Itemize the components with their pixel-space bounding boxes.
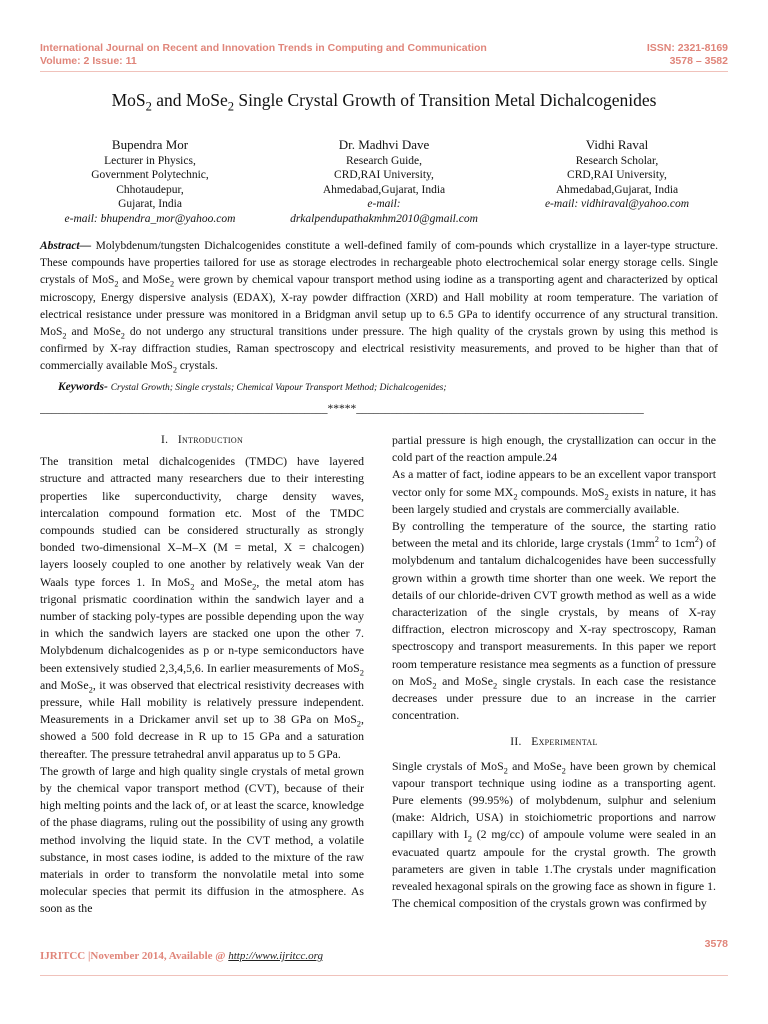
paper-title bbox=[0, 90, 768, 114]
paragraph: The growth of large and high quality single crystals of metal grown by the chemical vapor transport method (CVT), because of their high melting points and the lack of, or at least the scarce, knowledge of the phase diagrams, ruling out the possibility of using any growth method involving the liquid state. In the CVT method, a volatile substance, in most cases iodine, is added to the mixture of the raw materials in order to transform the nonvolatile metal into some molecular species that permit its diffusion in the atmosphere. As soon as the bbox=[40, 763, 364, 916]
section-title: Introduction bbox=[177, 434, 244, 446]
keywords-text: Crystal Growth; Single crystals; Chemical Vapour Transport Method; Dichalcogenides; bbox=[110, 383, 447, 393]
author-affiliation: CRD,RAI University, bbox=[334, 169, 434, 182]
author-affiliation: Ahmedabad,Gujarat, India bbox=[322, 183, 446, 196]
paragraph: As a matter of fact, iodine appears to be an excellent vapor transport vector only for some $MX_2$ compounds. MoS$_2$ exists in nature, it has been largely studied and crystals are commercially available. bbox=[392, 467, 716, 516]
keywords-label: Keywords- bbox=[58, 381, 108, 393]
author-affiliation: CRD,RAI University, bbox=[567, 169, 667, 182]
author-affiliation: Gujarat, India bbox=[118, 198, 182, 211]
abstract-text: Molybdenum/tungsten Dichalcogenides constitute a well-defined family of com-pounds which crystallize in a layer-type structure. These compounds have properties tailored for use as storage electrodes in rechargeable photo electrochemical solar energy storage cells. Single crystals of MoS$_2$ and MoSe$_2$ were grown by chemical vapour transport method using iodine as a transporting agent and characterized by optical microscopy, Energy dispersive analysis (EDAX), X-ray powder diffraction (XRD) and Hall mobility at room temperature. The variation of electrical resistance under pressure was monitored in a Bridgman anvil setup up to 6.5 GPa to identify occurrence of any structural transition. MoS$_2$ and MoSe$_2$ do not undergo any structural transitions under pressure. The high quality of the crystals grown by using this method is confirmed by X-ray diffraction studies, Raman spectroscopy and electrical resistivity measurements, and proved to be higher than that of commercially available MoS$_2$ crystals. bbox=[40, 240, 719, 375]
footer-text: IJRITCC |November 2014, Available @ bbox=[40, 950, 226, 962]
author-name: Dr. Madhvi Dave bbox=[338, 137, 430, 152]
paragraph: The transition metal dichalcogenides (TMDC) have layered structure and attracted many researchers due to their interesting properties like superconductivity, charge density waves, intercalation compound formation etc. Most of the TMDC compounds studied can be considered structurally as strongly bonded two-dimensional X–M–X (M = metal, X = chalcogen) layers loosely coupled to one another by relatively weak Van der Waals type forces 1. In MoS$_2$ and MoSe$_2$, the metal atom has trigonal prismatic coordination within the sandwich layer and a number of stacking poly-types are possible depending upon the way in which the sandwich layers are stacked one upon the other 7. Molybdenum dichalcogenides as p or n-type semiconductors have been extensively studied 2,3,4,5,6. In earlier measurements of MoS$_2$ and MoSe$_2$, it was observed that electrical resistivity decreases with pressure, while Hall mobility is relatively pressure independent. Measurements in a Drickamer anvil set up to 38 GPa on MoS$_2$, showed a 500 fold decrease in R up to 15 GPa and a saturation thereafter. The pressure tetrahedral anvil apparatus up to 5 GPa. bbox=[40, 454, 364, 761]
author-3 bbox=[506, 138, 728, 212]
journal-header bbox=[40, 42, 487, 67]
footer-divider bbox=[40, 975, 728, 976]
section-number: II. bbox=[510, 736, 522, 749]
author-affiliation: Government Polytechnic, bbox=[91, 169, 209, 182]
journal-issn: ISSN: 2321-8169 bbox=[646, 42, 728, 54]
abstract bbox=[40, 238, 718, 376]
author-2 bbox=[264, 138, 504, 227]
author-affiliation: Lecturer in Physics, bbox=[104, 154, 196, 167]
paragraph: partial pressure is high enough, the crystallization can occur in the cold part of the reaction ampule.24 bbox=[392, 433, 716, 465]
section-heading-introduction bbox=[40, 432, 364, 449]
author-name: Bupendra Mor bbox=[111, 137, 189, 152]
footer-link[interactable]: http://www.ijritcc.org bbox=[228, 950, 323, 962]
section-heading-experimental bbox=[392, 734, 716, 751]
header-divider bbox=[40, 71, 728, 72]
author-1 bbox=[40, 138, 260, 227]
author-affiliation: Ahmedabad,Gujarat, India bbox=[555, 183, 679, 196]
right-column bbox=[392, 432, 716, 912]
author-email[interactable]: e-mail: vidhiraval@yahoo.com bbox=[544, 198, 690, 211]
author-affiliation: Research Guide, bbox=[346, 154, 422, 167]
section-number: I. bbox=[160, 434, 169, 446]
author-email[interactable]: e-mail: bhupendra_mor@yahoo.com bbox=[64, 212, 236, 225]
keywords bbox=[58, 381, 447, 393]
author-affiliation: Chhotaudepur, bbox=[116, 183, 184, 196]
author-name: Vidhi Raval bbox=[585, 137, 649, 152]
paragraph: Single crystals of MoS$_2$ and MoSe$_2$ have been grown by chemical vapour transport technique using iodine as a transporting agent. Pure elements (99.95%) of molybdenum, sulphur and selenium (make: Aldrich, USA) in stoichiometric proportions and narrow capillary with $I_2$ (2 mg/cc) of ampoule volume were sealed in an evacuated quartz ampoule for the crystal growth. The growth parameters are given in table 1.The crystals under magnification revealed hexagonal spirals on the growing face as shown in figure 1. The chemical composition of the crystals grown was confirmed by bbox=[392, 758, 716, 911]
section-title: Experimental bbox=[531, 736, 598, 749]
author-email[interactable]: drkalpendupathakmhm2010@gmail.com bbox=[290, 212, 478, 225]
abstract-label: Abstract— bbox=[40, 240, 92, 252]
journal-volume: Volume: 2 Issue: 11 bbox=[40, 54, 137, 67]
title-text: MoS$_2$ and MoSe$_2$ Single Crystal Growth of Transition Metal Dichalcogenides bbox=[111, 90, 657, 114]
journal-name: International Journal on Recent and Innovation Trends in Computing and Communication bbox=[40, 42, 487, 54]
journal-pages: 3578 – 3582 bbox=[669, 54, 728, 67]
author-email-label: e-mail: bbox=[367, 198, 401, 211]
journal-issn-block bbox=[647, 42, 728, 67]
section-separator: __________________________________________________*****__________________________________________________ bbox=[40, 403, 644, 415]
paragraph: By controlling the temperature of the source, the starting ratio between the metal and its chloride, large crystals ($1mm^2$ to $1cm^2$) of molybdenum and tantalum dichalcogenides have been successfully grown within a growth time shorter than one week. We report the details of our chloride-driven CVT growth method as well as a wide characterization of the single crystals, by means of X-ray diffraction, electron microscopy and X-ray spectroscopy, Raman spectroscopy and transport measurements. In this paper we report room temperature resistance mea segments as a function of pressure on MoS$_2$ and MoSe$_2$ single crystals. In each case the resistance decreases under pressure due to an increase in the carrier concentration. bbox=[392, 519, 716, 723]
author-affiliation: Research Scholar, bbox=[575, 154, 659, 167]
footer bbox=[40, 950, 323, 962]
left-column bbox=[40, 432, 364, 918]
page-number: 3578 bbox=[704, 938, 728, 950]
